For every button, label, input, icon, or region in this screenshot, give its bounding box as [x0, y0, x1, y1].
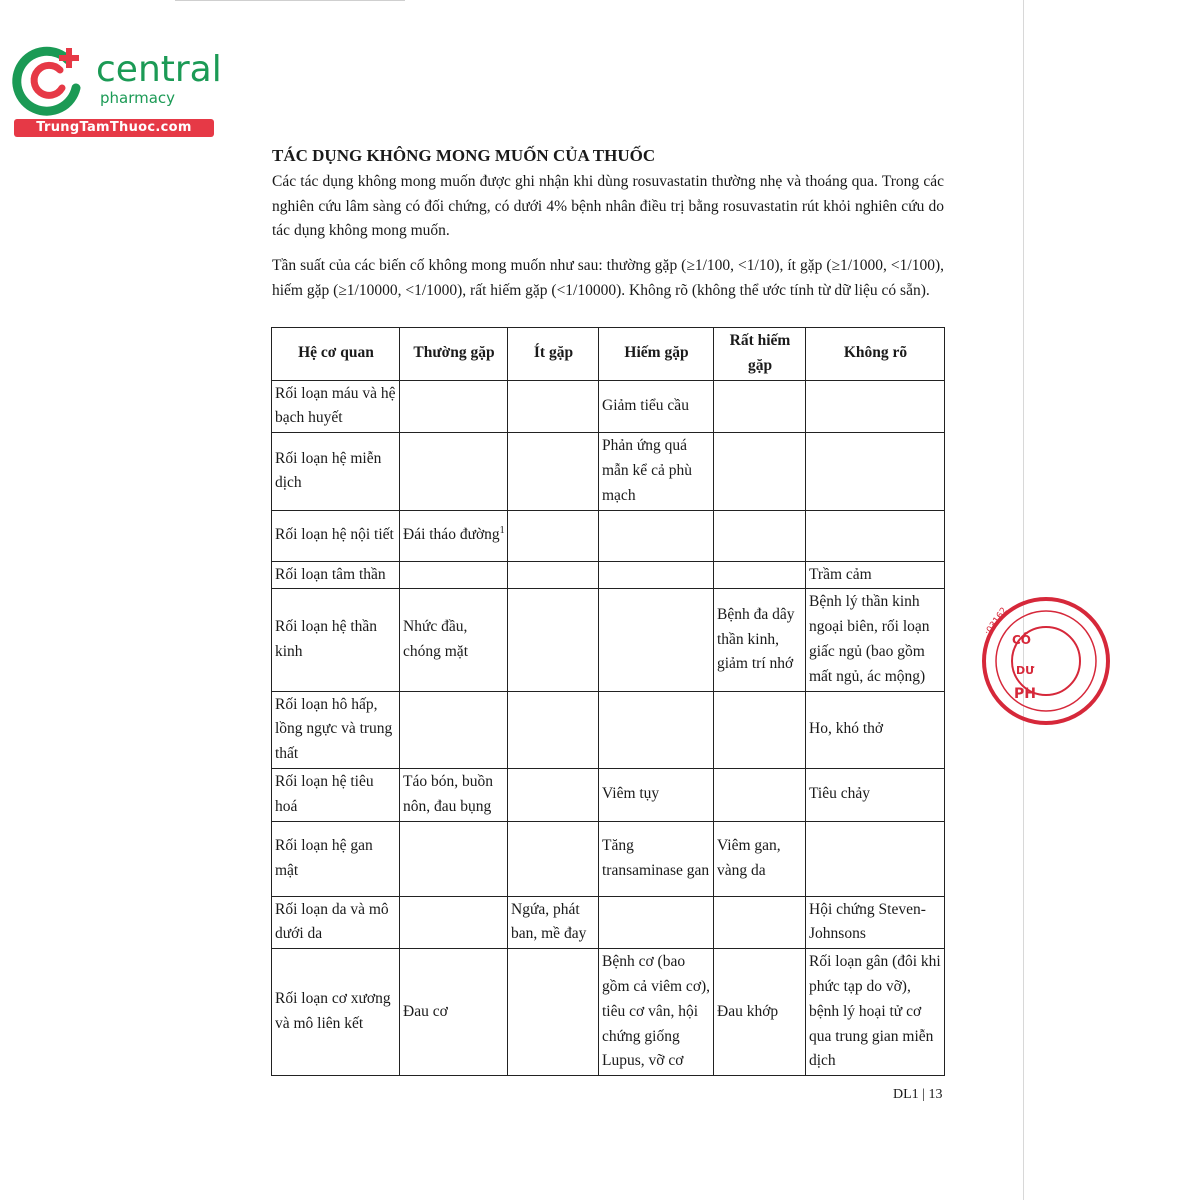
company-stamp — [976, 586, 1036, 736]
cell-unknown — [806, 380, 945, 433]
table-header-row — [272, 328, 945, 381]
cell-uncommon — [508, 949, 599, 1076]
table-row — [272, 896, 945, 949]
cell-organ: Rối loạn hệ tiêu hoá — [272, 768, 400, 821]
cell-organ: Rối loạn hệ miễn dịch — [272, 433, 400, 510]
cell-uncommon — [508, 380, 599, 433]
cell-organ: Rối loạn hệ gan mật — [272, 821, 400, 896]
svg-text:DƯ: DƯ — [1016, 664, 1035, 677]
cell-common: Nhức đầu, chóng mặt — [400, 589, 508, 691]
cell-common: Táo bón, buồn nôn, đau bụng — [400, 768, 508, 821]
brand-subtitle: pharmacy — [100, 89, 176, 107]
cell-rare: Viêm tụy — [599, 768, 714, 821]
cell-uncommon — [508, 691, 599, 768]
svg-text:PH: PH — [1014, 686, 1036, 702]
cell-common — [400, 433, 508, 510]
header-rare: Hiếm gặp — [599, 328, 714, 381]
header-common: Thường gặp — [400, 328, 508, 381]
cell-very-rare — [714, 380, 806, 433]
cell-organ: Rối loạn cơ xương và mô liên kết — [272, 949, 400, 1076]
section-heading: TÁC DỤNG KHÔNG MONG MUỐN CỦA THUỐC — [272, 146, 656, 165]
table-row — [272, 561, 945, 589]
scan-top-edge — [175, 0, 405, 1]
table-row — [272, 380, 945, 433]
cell-organ: Rối loạn tâm thần — [272, 561, 400, 589]
cell-unknown: Ho, khó thở — [806, 691, 945, 768]
cell-rare — [599, 691, 714, 768]
cell-uncommon — [508, 589, 599, 691]
cell-very-rare: Viêm gan, vàng da — [714, 821, 806, 896]
header-very-rare: Rất hiếm gặp — [714, 328, 806, 381]
cell-organ: Rối loạn hệ nội tiết — [272, 510, 400, 561]
svg-text:CÔ: CÔ — [1012, 633, 1032, 647]
cell-uncommon — [508, 433, 599, 510]
cell-common — [400, 561, 508, 589]
cell-very-rare — [714, 510, 806, 561]
cell-unknown — [806, 821, 945, 896]
pharmacy-cross-icon — [10, 38, 90, 118]
cell-very-rare — [714, 561, 806, 589]
table-row — [272, 589, 945, 691]
brand-url: TrungTamThuoc.com — [14, 119, 214, 137]
cell-unknown: Tiêu chảy — [806, 768, 945, 821]
cell-common — [400, 821, 508, 896]
brand-name: central — [96, 49, 222, 90]
cell-organ: Rối loạn da và mô dưới da — [272, 896, 400, 949]
cell-organ: Rối loạn hô hấp, lồng ngực và trung thất — [272, 691, 400, 768]
cell-very-rare: Bệnh đa dây thần kinh, giảm trí nhớ — [714, 589, 806, 691]
cell-uncommon — [508, 821, 599, 896]
cell-rare — [599, 589, 714, 691]
brand-logo — [10, 38, 220, 138]
cell-uncommon — [508, 510, 599, 561]
cell-organ: Rối loạn hệ thần kinh — [272, 589, 400, 691]
cell-rare: Phản ứng quá mẫn kể cả phù mạch — [599, 433, 714, 510]
table-row — [272, 691, 945, 768]
table-row — [272, 433, 945, 510]
cell-common — [400, 510, 508, 561]
cell-organ: Rối loạn máu và hệ bạch huyết — [272, 380, 400, 433]
cell-unknown: Hội chứng Steven-Johnsons — [806, 896, 945, 949]
cell-common — [400, 380, 508, 433]
header-unknown: Không rõ — [806, 328, 945, 381]
header-organ-system: Hệ cơ quan — [272, 328, 400, 381]
cell-uncommon — [508, 768, 599, 821]
table-row — [272, 821, 945, 896]
cell-common — [400, 896, 508, 949]
intro-paragraph: Các tác dụng không mong muốn được ghi nhận khi dùng rosuvastatin thường nhẹ và thoáng qua. Trong các nghiên cứu lâm sàng có đối chứng, có dưới 4% bệnh nhân điều trị bằng rosuvastatin rút khỏi nghiên cứu do tác dụng không mong muốn. — [272, 173, 944, 240]
cell-common — [400, 691, 508, 768]
table-row — [272, 949, 945, 1076]
adverse-effects-table — [271, 327, 945, 1076]
cell-unknown: Bệnh lý thần kinh ngoại biên, rối loạn giấc ngủ (bao gồm mất ngủ, ác mộng) — [806, 589, 945, 691]
table-row — [272, 768, 945, 821]
page-footer: DL1 | 13 — [893, 1087, 943, 1102]
header-uncommon: Ít gặp — [508, 328, 599, 381]
cell-common: Đau cơ — [400, 949, 508, 1076]
cell-very-rare — [714, 768, 806, 821]
footnote-mark: 1 — [499, 525, 505, 537]
cell-unknown — [806, 510, 945, 561]
cell-very-rare — [714, 691, 806, 768]
table-row — [272, 510, 945, 561]
cell-very-rare: Đau khớp — [714, 949, 806, 1076]
cell-very-rare — [714, 433, 806, 510]
cell-rare — [599, 896, 714, 949]
cell-unknown: Trầm cảm — [806, 561, 945, 589]
cell-uncommon: Ngứa, phát ban, mề đay — [508, 896, 599, 949]
cell-rare: Tăng transaminase gan — [599, 821, 714, 896]
svg-text::03162: :03162 — [983, 605, 1010, 638]
cell-rare: Giảm tiểu cầu — [599, 380, 714, 433]
cell-unknown — [806, 433, 945, 510]
cell-very-rare — [714, 896, 806, 949]
cell-common-text: Đái tháo đường — [403, 526, 500, 544]
cell-unknown: Rối loạn gân (đôi khi phức tạp do vỡ), bệnh lý hoại tử cơ qua trung gian miễn dịch — [806, 949, 945, 1076]
frequency-paragraph: Tần suất của các biến cố không mong muốn như sau: thường gặp (≥1/100, <1/10), ít gặp (≥1/1000, <1/100), hiếm gặp (≥1/10000, <1/1000), rất hiếm gặp (<1/10000). Không rõ (không thể ước tính từ dữ liệu có sẵn). — [272, 257, 944, 299]
cell-rare — [599, 561, 714, 589]
cell-uncommon — [508, 561, 599, 589]
cell-rare: Bệnh cơ (bao gồm cả viêm cơ), tiêu cơ vân, hội chứng giống Lupus, vỡ cơ — [599, 949, 714, 1076]
cell-rare — [599, 510, 714, 561]
